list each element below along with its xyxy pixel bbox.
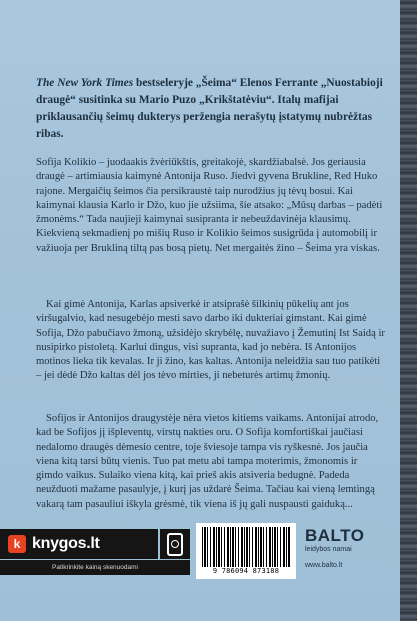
knygos-logo-bar [0,529,158,559]
description-paragraph-3 [36,412,386,512]
paragraph-text: Kai gimė Antonija, Karlas apsiverkė ir atsiprašė šilkinių pūkelių ant jos viršugalvio, kad nesugebėjo mesti savo darbo iki dukteriai gimstant. Kai gimė Sofija, Džo pabučiavo žmoną, užsidėjo skrybėlę, nuvažiavo į Žemutinį Ist Saidą ir nusipirko pistoletą. Karlui dingus, visi supranta, kad jo nebėra. Iš Antonijos motinos lieka tik kevalas. Ir ji žino, kas kaltas. Antonija neleidžia sau tuo patikėti – jei dėdė Džo kaltas dėl jos tėvo mirties, ji nebeturės artimų žmonių. [36,299,385,382]
description-paragraph-2 [36,298,386,384]
paragraph-text: Sofijos ir Antonijos draugystėje nėra vietos kitiems vaikams. Antonijai atrodo, kad be Sofijos jį išpleventų, virstų nakties oru. O Sofija komfortiškai jaučiasi nedalomo draugės dėmesio centre, toje šviesoje tampa vis ryškesnė. Jos jaučia viena kitą tarsi būtų vienis. Tuo pat metu abi tampa moterimis, žmonomis ir gimdo vaikus. Sulaiko viena kitą, kai prieš akis atsiveria bedugnė. Padeda neužduoti mažame pasaulyje, į kurį jas uždarė Šeima. Tačiau kai vieną lemtingą vakarą tam pasauliui iškyla grėsmė, tik viena iš jų gali nuspausti gaiduką... [36,413,379,510]
intro-text: bestseleryje „Šeima“ Elenos Ferrante „Nuostabioji draugė“ susitinka su Mario Puzo „Krikštatėviu“. Italų mafijai priklausančių šeimų dukterys peržengia nerašytų įstatymų nubrėžtas ribas. [36,77,383,140]
publisher-subtitle: leidybos namai [305,546,352,553]
publisher-logo [305,527,377,573]
knygos-scan-caption: Patikrinkite kainą skenuodami [0,560,190,575]
isbn-barcode [196,523,296,579]
publisher-name: BALTO [305,526,365,545]
intro-blurb [36,75,386,143]
paragraph-text: Sofija Kolikio – juodaakis žvėriūkštis, greitakojė, skardžiabalsė. Jos geriausia draugė – artimiausia kaimynė Antonija Ruso. Jiedvi gyvena Brukline, Red Huko rajone. Mergaičių šeimos čia persikraustė taip nurodžius jų tėvų bosui. Kai kaimynai klausia Karlo ir Džo, kuo jie užsiima, šie atsako: „Mūsų darbas – padėti žmonėms.“ Tada naujieji kaimynai susipranta ir nebeuždavinėja klausimų. Kiekvieną sekmadienį po mišių Ruso ir Kolikio šeimos susigrūda į automobilį ir važiuoja per Brukliną tiltą pas bosą pietų. Net mergaitės žino – Šeima yra viskas. [36,157,383,254]
cover-edge-strip [400,0,417,621]
scan-phone-icon [160,529,190,559]
publisher-url: www.balto.lt [305,562,343,569]
isbn-number: 9 786094 873188 [212,567,280,575]
barcode-bars [202,527,290,567]
knygos-logo-icon: k [8,535,26,553]
nyt-title: The New York Times [36,77,134,89]
description-paragraph-1 [36,156,386,256]
knygos-logo-text: knygos.lt [32,535,100,552]
